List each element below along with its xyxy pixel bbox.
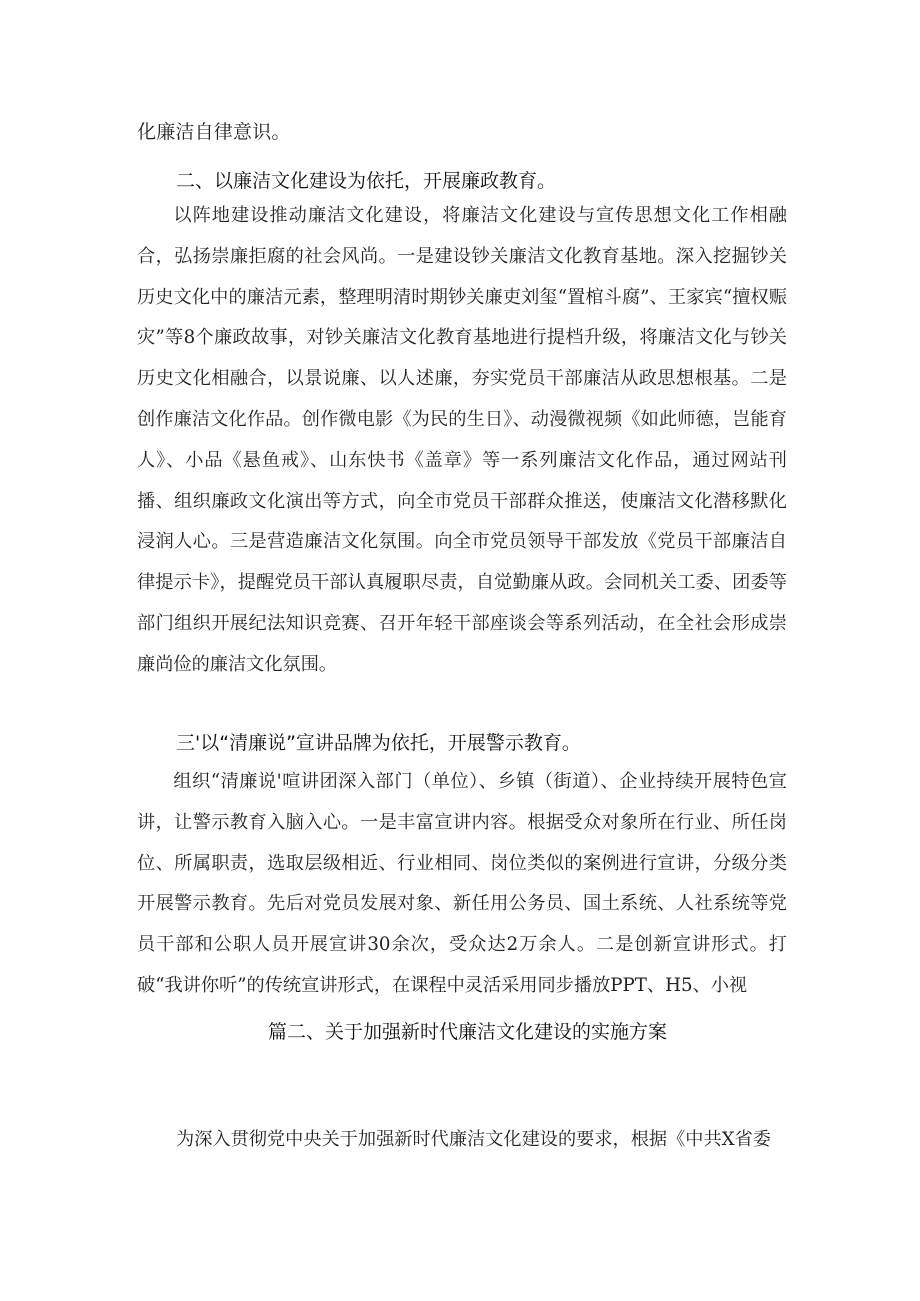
article-2-intro: 为深入贯彻党中央关于加强新时代廉洁文化建设的要求，根据《中共X省委	[176, 1129, 771, 1150]
article-2-title: 篇二、关于加强新时代廉洁文化建设的实施方案	[268, 1021, 668, 1043]
section-2-paragraph: 以阵地建设推动廉洁文化建设，将廉洁文化建设与宣传思想文化工作相融合，弘扬崇廉拒腐的社会风尚。一是建设钞关廉洁文化教育基地。深入挖掘钞关历史文化中的廉洁元素，整理明清时期钞关廉吏刘玺“置棺斗腐”、王家宾“擅权赈灾”等8个廉政故事，对钞关廉洁文化教育基地进行提档升级，将廉洁文化与钞关历史文化相融合，以景说廉、以人述廉，夯实党员干部廉洁从政思想根基。二是创作廉洁文化作品。创作微电影《为民的生日》、动漫微视频《如此师德，岂能育人》、小品《悬鱼戒》、山东快书《盖章》等一系列廉洁文化作品，通过网站刊播、组织廉政文化演出等方式，向全市党员干部群众推送，使廉洁文化潜移默化浸润人心。三是营造廉洁文化氛围。向全市党员领导干部发放《党员干部廉洁自律提示卡》，提醒党员干部认真履职尽责，自觉勤廉从政。会同机关工委、团委等部门组织开展纪法知识竞赛、召开年轻干部座谈会等系列活动，在全社会形成崇廉尚俭的廉洁文化氛围。	[137, 205, 787, 675]
section-2-heading: 二、以廉洁文化建设为依托，开展廉政教育。	[176, 170, 557, 192]
section-3-paragraph: 组织“清廉说'喧讲团深入部门（单位）、乡镇（街道）、企业持续开展特色宣讲，让警示教育入脑入心。一是丰富宣讲内容。根据受众对象所在行业、所任岗位、所属职责，选取层级相近、行业相同、岗位类似的案例进行宣讲，分级分类开展警示教育。先后对党员发展对象、新任用公务员、国土系统、人社系统等党员干部和公职人员开展宣讲30余次，受众达2万余人。二是创新宣讲形式。打破“我讲你听”的传统宣讲形式，在课程中灵活采用同步播放PPT、H5、小视	[137, 771, 787, 996]
continuation-text: 化廉洁自律意识。	[137, 121, 291, 143]
section-3-heading: 三'以“清廉说”宣讲品牌为依托，开展警示教育。	[176, 732, 581, 754]
